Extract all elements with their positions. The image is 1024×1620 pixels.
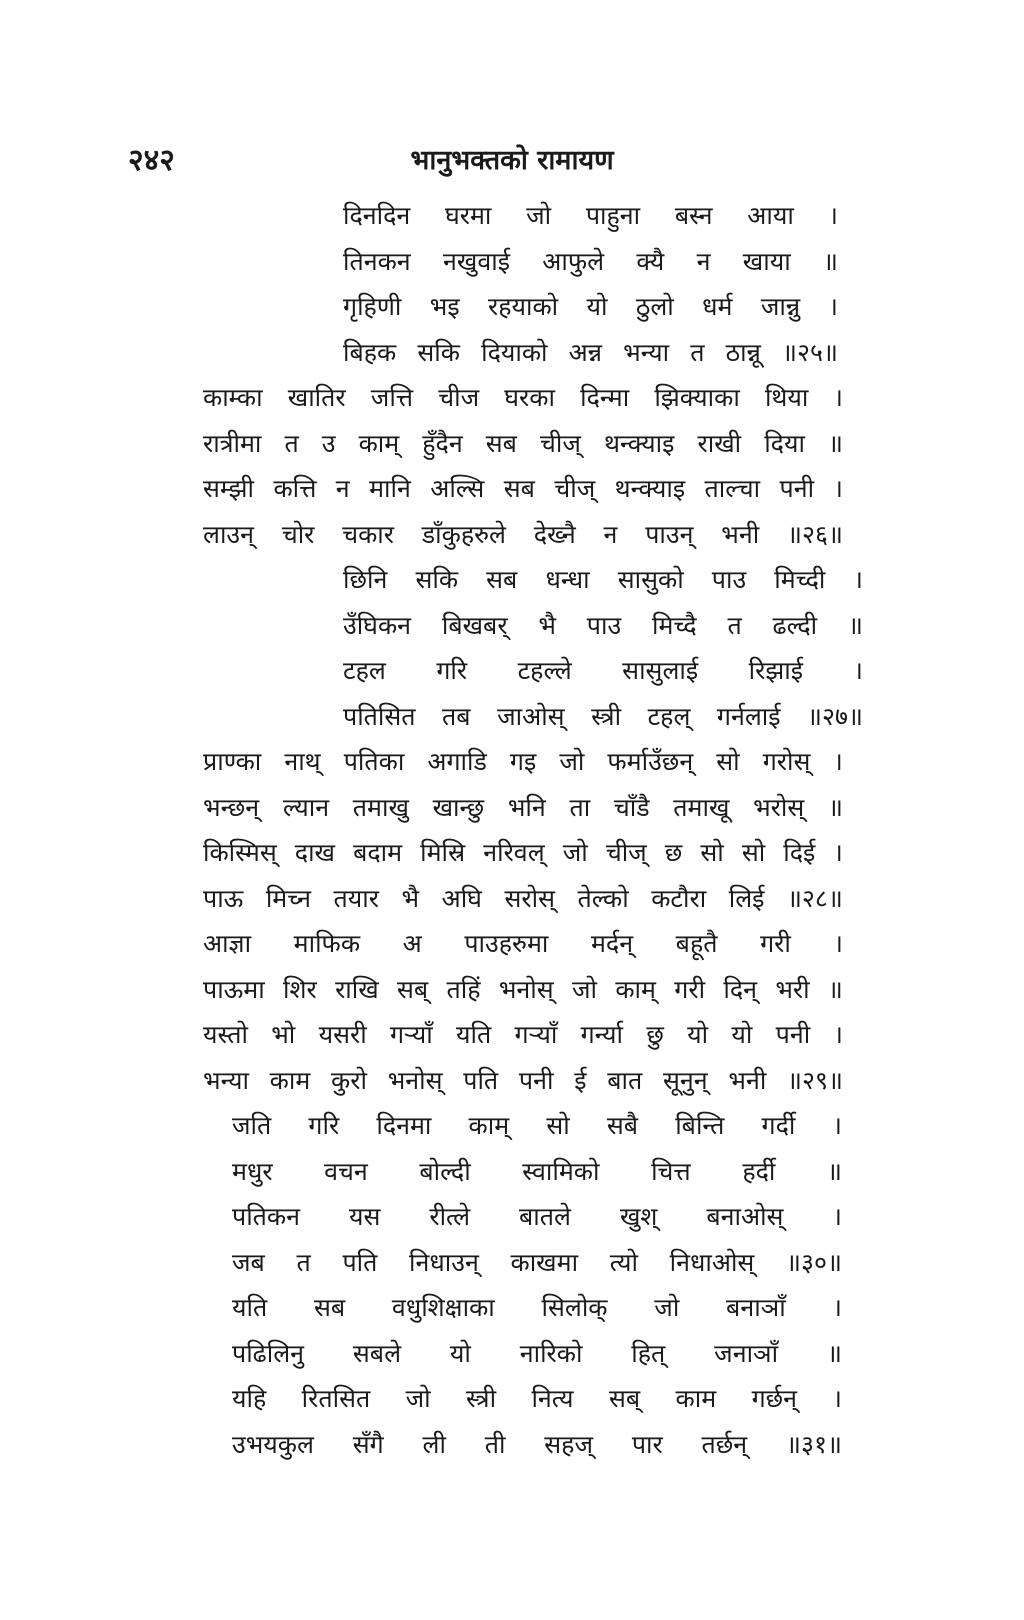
verse-line: भन्छन् ल्यान तमाखु खान्छु भनि ता चाँडै तमाखू भरोस् ॥ — [203, 792, 843, 822]
verse-line: प्राण्का नाथ् पतिका अगाडि गइ जो फर्माउँछन् सो गरोस् । — [203, 747, 843, 776]
verse-line: जब त पति निधाउन् काखमा त्यो निधाओस् ॥३०॥ — [232, 1247, 842, 1277]
verse-line: दिनदिन घरमा जो पाहुना बस्न आया । — [343, 201, 838, 230]
stanza-30 — [232, 1108, 842, 1290]
stanza-26 — [203, 380, 843, 562]
verse-line: पढिलिनु सबले यो नारिको हित् जनाञाँ ॥ — [232, 1338, 842, 1368]
page-number: २४२ — [128, 143, 175, 178]
verse-line: उँघिकन बिखबर् भै पाउ मिच्दै त ढल्दी ॥ — [343, 610, 863, 640]
stanza-25 — [343, 198, 838, 380]
page-header — [0, 138, 1024, 178]
verse-line: जति गरि दिनमा काम् सो सबै बिन्ति गर्दी । — [232, 1111, 842, 1140]
verse-line: यस्तो भो यसरी गऱ्याँ यति गऱ्याँ गर्न्या छु यो यो पनी । — [203, 1020, 843, 1049]
verse-line: यहि रितसित जो स्त्री नित्य सब् काम गर्छन् । — [232, 1384, 842, 1413]
verse-line: बिहक सकि दियाको अन्न भन्या त ठान्नू ॥२५॥ — [343, 337, 838, 367]
running-title: भानुभक्तको रामायण — [410, 145, 614, 176]
verse-line: सम्झी कत्ति न मानि अल्सि सब चीज् थन्क्याइ ताल्चा पनी । — [203, 474, 843, 503]
verse-line: रात्रीमा त उ काम् हुँदैन सब चीज् थन्क्याइ राखी दिया ॥ — [203, 428, 843, 458]
verse-line: उभयकुल सँगै ली ती सहज् पार तर्छन् ॥३१॥ — [232, 1429, 842, 1459]
verse-line: तिनकन नखुवाई आफुले क्यै न खाया ॥ — [343, 246, 838, 276]
verse-line: लाउन् चोर चकार डाँकुहरुले देख्नै न पाउन् भनी ॥२६॥ — [203, 519, 843, 549]
stanza-29 — [203, 926, 843, 1108]
verse-line: छिनि सकि सब धन्धा सासुको पाउ मिच्दी । — [343, 565, 863, 594]
stanza-28 — [203, 744, 843, 926]
verse-line: पतिकन यस रीत्ले बातले खुश् बनाओस् । — [232, 1202, 842, 1231]
verse-line: किस्मिस् दाख बदाम मिस्रि नरिवल् जो चीज् छ सो सो दिई । — [203, 838, 843, 867]
stanza-27 — [343, 562, 863, 744]
stanza-31 — [232, 1290, 842, 1472]
verse-line: गृहिणी भइ रहयाको यो ठुलो धर्म जान्नु । — [343, 292, 838, 321]
verse-line: आज्ञा माफिक अ पाउहरुमा मर्दन् बहूतै गरी । — [203, 929, 843, 958]
verse-line: भन्या काम कुरो भनोस् पति पनी ई बात सूनुन् भनी ॥२९॥ — [203, 1065, 843, 1095]
verse-line: पाऊमा शिर राखि सब् तहिं भनोस् जो काम् गरी दिन् भरी ॥ — [203, 974, 843, 1004]
verse-line: काम्का खातिर जत्ति चीज घरका दिन्मा झिक्याका थिया । — [203, 383, 843, 412]
verse-line: पाऊ मिच्न तयार भै अघि सरोस् तेल्को कटौरा लिई ॥२८॥ — [203, 883, 843, 913]
verse-line: मधुर वचन बोल्दी स्वामिको चित्त हर्दी ॥ — [232, 1156, 842, 1186]
verse-line: यति सब वधुशिक्षाका सिलोक् जो बनाञाँ । — [232, 1293, 842, 1322]
verse-line: टहल गरि टहल्ले सासुलाई रिझाई । — [343, 656, 863, 685]
verse-line: पतिसित तब जाओस् स्त्री टहल् गर्नलाई ॥२७॥ — [343, 701, 863, 731]
